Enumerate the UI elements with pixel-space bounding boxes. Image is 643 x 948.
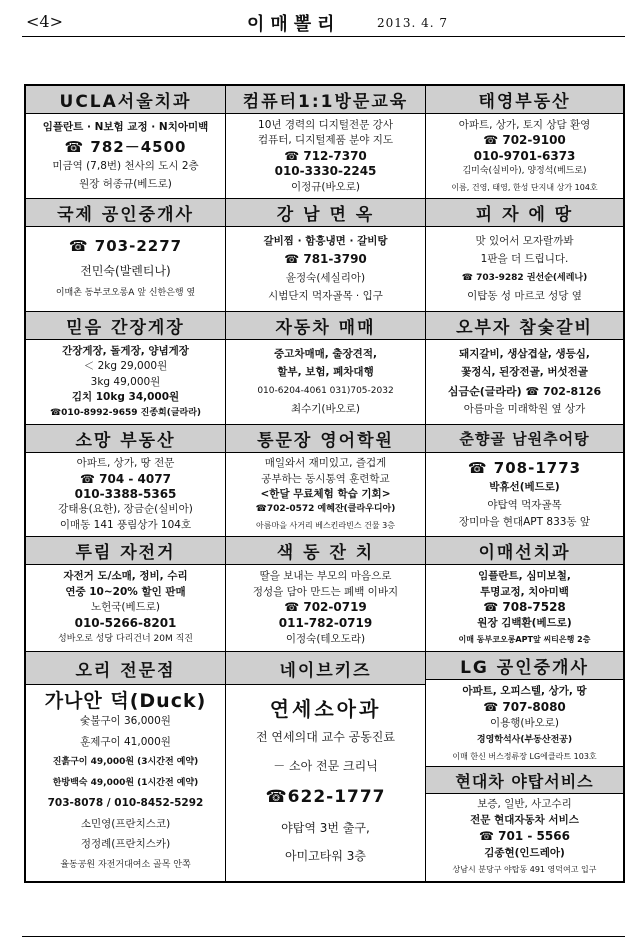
ad-line: 김미숙(실비아), 양정석(베드로) (462, 166, 587, 176)
ad-line: 할부, 보험, 폐차대행 (277, 366, 374, 379)
ad-price: 3kg 49,000원 (90, 375, 161, 388)
ad-phone: ☎ 707-8080 (483, 700, 566, 715)
ad-title: 피 자 에 땅 (426, 199, 623, 227)
ad-line: 1판을 더 드립니다. (480, 253, 569, 266)
ad-line: 전민숙(발렌티나) (80, 263, 171, 278)
ad-line: 임플란트 · N보험 교정 · N치아미백 (42, 120, 209, 133)
ad-line: 성바오로 성당 다리건너 20M 직진 (58, 634, 193, 645)
ad-title: 오부자 참숯갈비 (426, 312, 623, 340)
footer-rule (22, 936, 625, 937)
ad-phone: ☎ 712-7370 (284, 148, 367, 163)
ad-line: 아름마을 미래학원 옆 상가 (463, 403, 586, 416)
page-number: <4> (26, 12, 63, 31)
ad-title: 통문장 영어학원 (226, 425, 425, 453)
ad-yonsei-pediatrics (226, 652, 426, 881)
ad-line: 돼지갈비, 생삼겹살, 생등심, (459, 347, 590, 360)
ad-price: ＜ 2kg 29,000원 (83, 360, 168, 372)
ad-title: 컴퓨터1:1방문교육 (226, 86, 425, 114)
ad-phone: ☎ 701 - 5566 (479, 829, 570, 844)
ad-title: 네이브키즈 (226, 652, 425, 685)
ad-line: 이름, 건영, 태영, 한성 단지내 상가 104호 (451, 182, 598, 192)
ad-line: 공부하는 동시통역 훈련학교 (261, 472, 390, 485)
ad-title: UCLA서울치과 (26, 86, 225, 114)
ad-line: 전 연세의대 교수 공동진료 (256, 730, 395, 745)
ad-title: 색 동 잔 치 (226, 537, 425, 565)
ad-title: 태영부동산 (426, 86, 623, 114)
ad-line: 꽃정식, 된장전골, 버섯전골 (461, 366, 588, 379)
ad-price: 훈제구이 41,000원 (80, 735, 171, 748)
ad-line: 갈비찜 · 함흥냉면 · 갈비탕 (263, 234, 388, 247)
ad-line: 아파트, 상가, 땅 전문 (76, 457, 175, 470)
ad-phone: ☎ 703-9282 권선순(세레나) (461, 272, 588, 283)
ad-line: 10년 경력의 디지털전문 강사 (258, 118, 393, 131)
ad-somang-realty (26, 425, 226, 537)
ad-title: 강 남 면 옥 (226, 199, 425, 227)
ad-computer-lesson (226, 86, 426, 199)
ad-phone: 010-3388-5365 (74, 486, 177, 501)
ad-line: 간장게장, 돌게장, 양념게장 (62, 344, 189, 357)
ad-line: 자전거 도/소매, 정비, 수리 (63, 569, 188, 582)
ad-phone: ☎622-1777 (265, 786, 386, 807)
ad-title: 소망 부동산 (26, 425, 225, 453)
newsletter-title: 이매뽈리 (247, 14, 341, 35)
ad-line: 최수기(바오로) (290, 403, 361, 416)
ad-line: 연중 10~20% 할인 판매 (65, 585, 186, 598)
ad-phone: ☎ 702-0719 (284, 600, 367, 615)
ad-price: 한방백숙 49,000원 (1시간전 예약) (52, 777, 199, 788)
ad-car-trade (226, 312, 426, 425)
ad-title: 자동차 매매 (226, 312, 425, 340)
ad-line: 경영학석사(부동산전공) (476, 734, 573, 745)
ad-line: 전문 현대자동차 서비스 (470, 814, 579, 827)
ad-line: <한달 무료체험 학습 기회> (260, 487, 391, 500)
ad-obuja-galbi (426, 312, 623, 425)
header-rule (22, 36, 625, 37)
ad-grid (24, 84, 625, 883)
ad-phone: ☎ 781-3790 (284, 252, 367, 267)
ad-line: 박휴선(베드로) (489, 481, 560, 494)
ad-price: 진흙구이 49,000원 (3시간전 예약) (52, 757, 199, 767)
ad-line: 정정례(프란치스카) (80, 838, 171, 850)
ad-line: 미금역 (7,8번) 천사의 도시 2층 (52, 160, 199, 173)
ad-phone: ☎ 708-1773 (467, 458, 582, 477)
ad-phone: ☎ 708-7528 (483, 600, 566, 615)
ad-line: 딸을 보내는 부모의 마음으로 (259, 569, 392, 582)
issue-date: 2013. 4. 7 (377, 16, 449, 30)
ad-line: 윤정숙(세실리아) (285, 271, 366, 284)
ad-line: 원장 허종규(베드로) (79, 178, 172, 191)
ad-lg-realty (426, 652, 623, 881)
ad-line: 컴퓨터, 디지털제품 분야 지도 (257, 134, 394, 146)
ad-line: 아름마을 사거리 베스킨라빈스 건물 3층 (256, 520, 395, 530)
ad-line: 소민영(프란치스코) (80, 817, 171, 830)
ad-line: 이탑동 성 마르코 성당 옆 (467, 290, 582, 303)
ad-taeyoung-realty (426, 86, 623, 199)
ad-chuotang (426, 425, 623, 537)
ad-line: 상남시 분당구 야탑동 491 영덕여고 입구 (452, 864, 597, 874)
ad-line: 보증, 일반, 사고수리 (477, 798, 572, 811)
ad-title-hyundai-service: 현대차 야탑서비스 (426, 766, 623, 794)
ad-title: 투림 자전거 (26, 537, 225, 565)
ad-line: 아파트, 오피스텔, 상가, 땅 (462, 685, 587, 698)
ad-phone: 703-8078 / 010-8452-5292 (47, 797, 204, 809)
ad-title: 이매선치과 (426, 537, 623, 565)
ad-ucla-dental (26, 86, 226, 199)
ad-title: 오리 전문점 (26, 652, 225, 685)
ad-line: 이매 한신 버스정류장 LG에클라트 103호 (452, 751, 597, 761)
ad-phone: ☎ 704 - 4077 (80, 471, 171, 486)
ad-price: 김치 10kg 34,000원 (71, 391, 180, 403)
ad-pizza (426, 199, 623, 312)
ad-price: 숯불구이 36,000원 (80, 715, 171, 727)
ad-mideum-gejang (26, 312, 226, 425)
ad-line: 율동공원 자전거대여소 골목 안쪽 (60, 859, 191, 870)
ad-canaan-duck (26, 652, 226, 881)
page-header (22, 10, 625, 34)
ad-gangnam-myeonok (226, 199, 426, 312)
ad-line: 원장 김백환(베드로) (477, 617, 572, 630)
ad-line: 김종현(인드레아) (484, 846, 565, 859)
ad-line: 매일와서 재미있고, 즐겁게 (264, 457, 387, 470)
ad-line: 야탑역 3번 출구, (281, 820, 370, 835)
ad-phone: 010-5266-8201 (74, 616, 177, 631)
ad-saekdong-janchi (226, 537, 426, 652)
ad-phone: 심금순(글라라) ☎ 702-8126 (447, 384, 602, 398)
ad-line: 정성을 담아 만드는 폐백 이바지 (252, 585, 399, 598)
ad-title: 믿음 간장게장 (26, 312, 225, 340)
ad-english-academy (226, 425, 426, 537)
ad-phone: ☎010-8992-9659 진종희(글라라) (49, 407, 202, 418)
ad-line: 야탑역 먹자골목 (487, 498, 562, 511)
ad-phone: 011-782-0719 (278, 616, 373, 631)
ad-gukje-realty (26, 199, 226, 312)
ad-phone: ☎ 702-9100 (483, 133, 566, 147)
ad-turim-bicycle (26, 537, 226, 652)
ad-phone: 010-9701-6373 (473, 148, 576, 163)
ad-headline: 연세소아과 (269, 696, 382, 721)
ad-phone: ☎702-0572 예혜잔(클라우디아) (255, 504, 396, 515)
ad-line: 이매동 141 풍림상가 104호 (59, 518, 192, 531)
ad-line: 아파트, 상가, 토지 상담 환영 (458, 118, 591, 131)
ad-line: 아미고타워 3층 (284, 849, 366, 864)
ad-phone: 010-3330-2245 (274, 164, 377, 178)
ad-imaesun-dental (426, 537, 623, 652)
ad-line: 장미마을 현대APT 833동 앞 (458, 516, 591, 529)
ad-line: 이매촌 동부코오롱A 앞 신한은행 옆 (55, 287, 196, 298)
ad-line: 중고차매매, 출장견적, (274, 347, 377, 360)
ad-title: LG 공인중개사 (426, 652, 623, 680)
ad-phone: ☎ 782－4500 (64, 137, 187, 156)
ad-line: 강태용(요한), 장금순(실비아) (58, 503, 193, 516)
ad-title: 국제 공인중개사 (26, 199, 225, 227)
ad-line: 이정숙(테오도라) (285, 633, 366, 646)
ad-line: 시범단지 먹자골목 · 입구 (268, 290, 383, 303)
ad-line: 노헌국(베드로) (90, 601, 161, 614)
ad-headline: 가나안 덕(Duck) (44, 689, 207, 712)
ad-line: 이정규(바오로) (290, 180, 361, 193)
ad-line: 임플란트, 심미보철, (478, 569, 571, 582)
ad-phone: ☎ 703-2277 (68, 237, 183, 256)
ad-line: 이매 동부코오롱APT앞 씨티은행 2층 (458, 635, 591, 645)
ad-title: 춘향골 남원추어탕 (426, 425, 623, 453)
ad-line: 투명교정, 치아미백 (480, 585, 569, 598)
ad-phone: 010-6204-4061 031)705-2032 (257, 385, 394, 396)
ad-line: 맛 있어서 모자랄까봐 (475, 234, 574, 247)
ad-line: － 소아 전문 크리닉 (273, 759, 378, 774)
ad-line: 이용행(바오로) (489, 717, 560, 730)
